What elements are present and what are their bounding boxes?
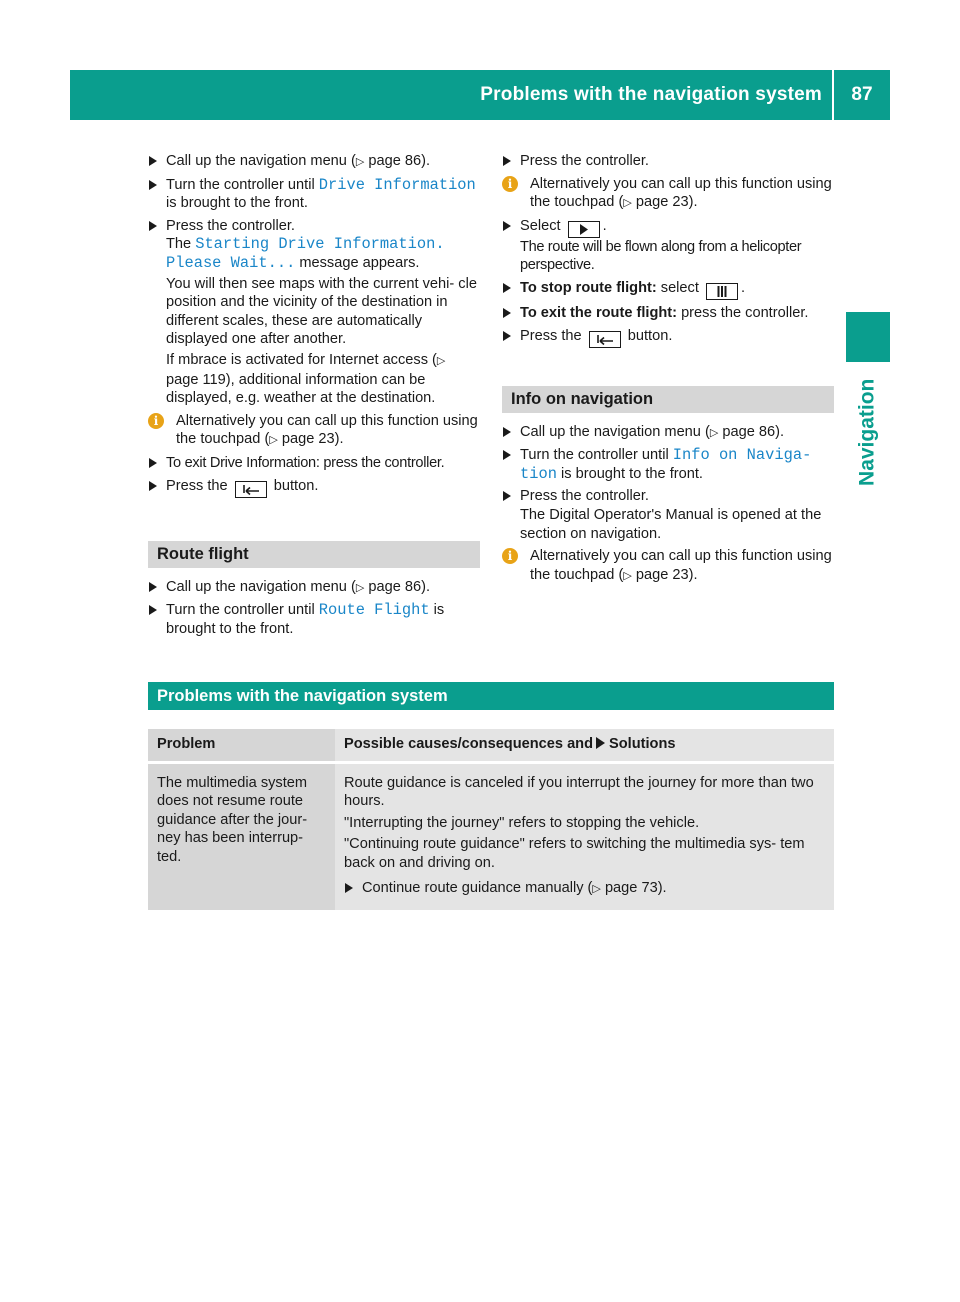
arrow-right-icon: [503, 491, 511, 501]
arrow-right-icon: [149, 221, 157, 231]
step: Call up the navigation menu (▷ page 86).: [148, 152, 480, 172]
arrow-right-icon: [503, 427, 511, 437]
solution-cell: Route guidance is canceled if you interrupt the journey for more than two hours. "Interrupting the journey" refers to stopping the vehicle. "Continuing route guidance" refers to switching the multimedia sys- tem back on and driving on. Continue route guidance manually (▷ page 73).: [335, 762, 834, 910]
step: Turn the controller until Route Flight is brought to the front.: [148, 601, 480, 638]
arrow-right-icon: [149, 156, 157, 166]
display-text: Info on Naviga‐: [672, 446, 812, 465]
table-header-row: [148, 729, 834, 762]
page-reference-icon: ▷: [436, 354, 446, 367]
step: Press the controller. The Digital Operator's Manual is opened at the section on navigation.: [502, 487, 834, 543]
display-text: Please Wait...: [166, 253, 296, 272]
section-heading-route-flight: Route flight: [148, 541, 480, 568]
table-row: [148, 762, 834, 910]
arrow-right-icon: [503, 331, 511, 341]
step: Press the button.: [502, 327, 834, 348]
arrow-right-icon: [503, 221, 511, 231]
arrow-right-icon: [149, 582, 157, 592]
page-reference-icon: ▷: [269, 434, 278, 447]
info-icon: i: [502, 176, 518, 192]
step: Press the controller.: [502, 152, 834, 171]
page-number: 87: [851, 83, 873, 105]
step: Turn the controller until Info on Naviga‐ tion is brought to the front.: [502, 446, 834, 483]
page-reference-icon: ▷: [623, 197, 632, 210]
info-icon: i: [148, 413, 164, 429]
arrow-right-icon: [345, 883, 353, 893]
side-tab-marker: [846, 312, 890, 362]
arrow-right-icon: [503, 450, 511, 460]
step: Continue route guidance manually (▷ page 73).: [344, 879, 825, 899]
display-text: Starting Drive Information.: [195, 235, 445, 254]
arrow-right-icon: [149, 458, 157, 468]
page-reference-icon: ▷: [355, 156, 365, 168]
page-title: Problems with the navigation system: [480, 83, 822, 105]
arrow-right-icon: [596, 737, 605, 749]
section-heading-info-on-navigation: Info on navigation: [502, 386, 834, 413]
pause-icon: [706, 283, 738, 300]
column-header-causes: Possible causes/consequences and Solutions: [335, 729, 834, 762]
left-column: [148, 152, 480, 642]
arrow-right-icon: [149, 481, 157, 491]
info-icon: i: [502, 548, 518, 564]
section-heading-problems: Problems with the navigation system: [148, 682, 834, 710]
step: Call up the navigation menu (▷ page 86).: [148, 578, 480, 598]
arrow-right-icon: [149, 605, 157, 615]
step: Call up the navigation menu (▷ page 86).: [502, 423, 834, 443]
arrow-right-icon: [149, 180, 157, 190]
display-text: tion: [520, 464, 557, 483]
paragraph: You will then see maps with the current vehi- cle position and the vicinity of the destination in different scales, these are automatically displayed one after another.: [166, 275, 477, 348]
step: Press the button.: [148, 477, 480, 498]
paragraph: If mbrace is activated for Internet access (▷ page 119), additional information can be displayed, e.g. weather at the destination.: [166, 351, 446, 407]
info-note: i Alternatively you can call up this function using the touchpad (▷ page 23).: [502, 547, 834, 585]
step: To exit the route flight: press the controller.: [502, 304, 834, 323]
arrow-right-icon: [503, 308, 511, 318]
play-icon: [568, 221, 600, 238]
step: Press the controller. The Starting Drive Information. Please Wait... message appears. You will then see maps with the current vehi- cle position and the vicinity of the destination in different scales, these are automatically displayed one after another. If mbrace is activated for Internet access (▷ page 119), additional information can be displayed, e.g. weather at the destination.: [148, 217, 480, 408]
step: To stop route flight: select .: [502, 279, 834, 300]
page-reference-icon: ▷: [623, 569, 632, 582]
side-tab-label: Navigation: [855, 378, 879, 486]
column-header-problem: Problem: [148, 729, 335, 762]
back-button-icon: [235, 481, 267, 498]
header-bar: [70, 70, 890, 120]
info-note: i Alternatively you can call up this function using the touchpad (▷ page 23).: [148, 412, 480, 450]
arrow-right-icon: [503, 283, 511, 293]
page-reference-icon: ▷: [355, 581, 365, 594]
back-button-icon: [589, 331, 621, 348]
display-text: Drive Information: [318, 175, 476, 194]
page-reference-icon: ▷: [709, 426, 719, 439]
right-column: [502, 152, 834, 589]
side-tab: [846, 366, 890, 498]
step: Select . The route will be flown along from a helicopter perspective.: [502, 217, 834, 275]
arrow-right-icon: [503, 156, 511, 166]
display-text: Route Flight: [318, 601, 430, 620]
problem-cell: The multimedia system does not resume route guidance after the jour- ney has been interrup- ted.: [148, 762, 335, 910]
step: To exit Drive Information: press the controller.: [148, 454, 480, 473]
problems-table: [148, 729, 834, 910]
step: Turn the controller until Drive Information is brought to the front.: [148, 176, 480, 213]
info-note: i Alternatively you can call up this function using the touchpad (▷ page 23).: [502, 175, 834, 213]
page-reference-icon: ▷: [592, 882, 601, 895]
